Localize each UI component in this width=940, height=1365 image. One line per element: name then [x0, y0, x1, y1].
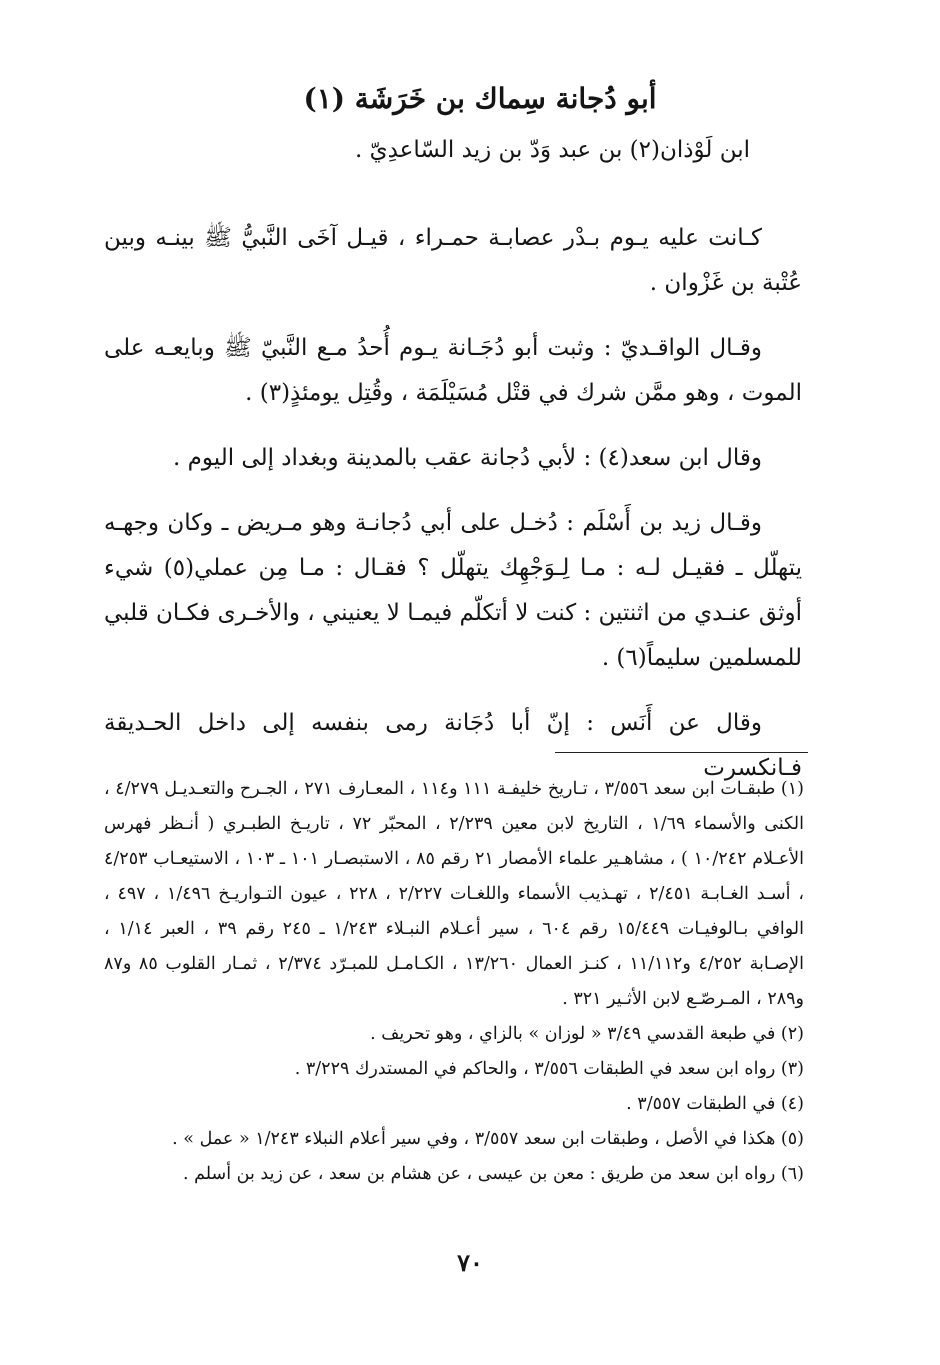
- footnote: (٢) في طبعة القدسي ٣/٤٩ « لوزان » بالزاي ، وهو تحريف .: [370, 1024, 804, 1044]
- footnote: (٤) في الطبقات ٣/٥٥٧ .: [626, 1094, 804, 1114]
- paragraph: وقـال زيد بن أَسْلَم : دُخـل على أبي دُجانـة وهو مـريض ـ وكان وجهـه يتهلّل ـ فقيـل لـه : مـا لِـوَجْهِك يتهلّل ؟ فقـال : مـا مِن عملي(٥) شيء أوثق عنـدي من اثنتين : كنت لا أتكلّم فيمـا لا يعنيني ، والأخـرى فكـان قلبي للمسلمين سليماً(٦) .: [104, 510, 802, 671]
- page-title: أبو دُجانة سِماك بن خَرَشَة (١): [303, 82, 657, 115]
- footnote: (١) طبقـات ابن سعد ٣/٥٥٦ ، تـاريخ خليفـة ١١١ و١١٤ ، المعـارف ٢٧١ ، الجـرح والتعـديـل ٤/٢٧٩ ، الكنى والأسماء ١/٦٩ ، التاريخ لابن معين ٢/٢٣٩ ، المحبّر ٧٢ ، تاريـخ الطبـري ( أنـظر فهرس الأعـلام ١٠/٢٤٢ ) ، مشاهـير علماء الأمصار ٢١ رقم ٨٥ ، الاستبصـار ١٠١ ـ ١٠٣ ، الاستيعـاب ٤/٢٥٣ ، أسـد الغـابـة ٢/٤٥١ ، تهـذيب الأسماء واللغـات ٢/٢٢٧ ، ٢٢٨ ، عيون التـواريـخ ١/٤٩٦ ، ٤٩٧ ، الوافي بـالوفيـات ١٥/٤٤٩ رقم ٦٠٤ ، سير أعـلام النبـلاء ١/٢٤٣ ـ ٢٤٥ رقم ٣٩ ، العبر ١/١٤ ، الإصـابة ٤/٢٥٢ و١١/١١٢ ، كنـز العمال ١٣/٢٦٠ ، الكـامـل للمبـرّد ٢/٣٧٤ ، ثمـار القلوب ٨٥ و٨٧ و٢٨٩ ، المـرصّـع لابن الأثـير ٣٢١ .: [104, 779, 805, 1009]
- page-number: ٧٠: [457, 1248, 483, 1277]
- footnote-divider: [555, 752, 808, 753]
- footnote: (٣) رواه ابن سعد في الطبقات ٣/٥٥٦ ، والحاكم في المستدرك ٣/٢٢٩ .: [294, 1059, 804, 1079]
- paragraph: وقال ابن سعد(٤) : لأبي دُجانة عقب بالمدينة وبغداد إلى اليوم .: [173, 445, 762, 471]
- main-text: [104, 216, 802, 811]
- footnote: (٦) رواه ابن سعد من طريق : معن بن عيسى ، عن هشام بن سعد ، عن زيد بن أسلم .: [182, 1164, 804, 1184]
- paragraph: كـانت عليه يـوم بـدْر عصابـة حمـراء ، قيـل آخَى النَّبيُّ ﷺ بينـه وبين عُتْبة بن غَزْوان .: [104, 225, 802, 296]
- footnote: (٥) هكذا في الأصل ، وطبقات ابن سعد ٣/٥٥٧ ، وفي سير أعلام النبلاء ١/٢٤٣ « عمل » .: [172, 1129, 804, 1149]
- paragraph: وقـال الواقـديّ : وثبت أبو دُجَـانة يـوم أُحدُ مـع النَّبيّ ﷺ وبايعـه على الموت ، وهو ممَّن شرك في قتْل مُسَيْلَمَة ، وقُتِل يومئذٍ(٣) .: [104, 335, 802, 406]
- footnotes: [104, 772, 804, 1192]
- paragraph: وقال عن أَنَس : إنّ أبا دُجَانة رمى بنفسه إلى داخل الحـديقة فـانكسرت: [104, 710, 802, 781]
- page-subtitle: ابن لَوْذان(٢) بن عبد وَدّ بن زيد السّاعدِيّ .: [354, 137, 750, 163]
